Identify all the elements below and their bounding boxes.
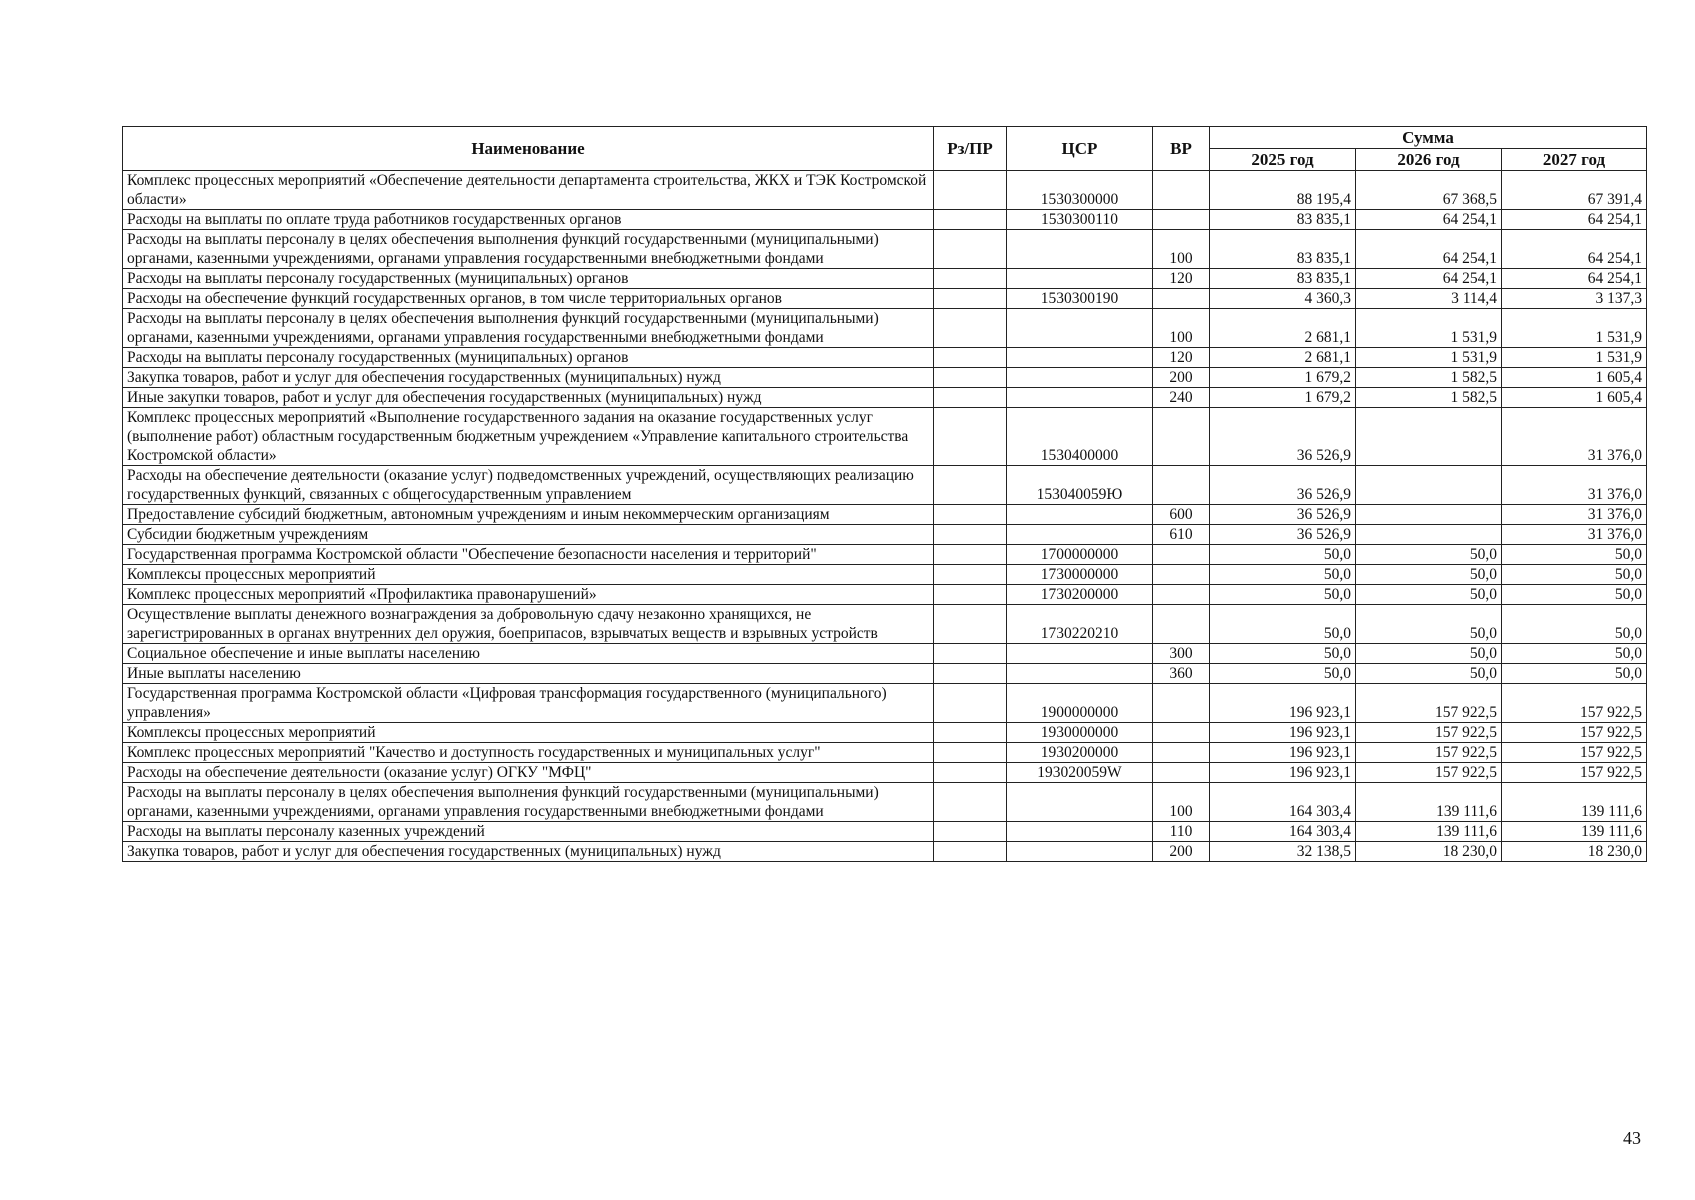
table-row xyxy=(123,644,1647,664)
cell-csr: 1930200000 xyxy=(1007,743,1153,763)
cell-name: Расходы на обеспечение деятельности (оказание услуг) ОГКУ "МФЦ" xyxy=(123,763,934,783)
cell-2025: 83 835,1 xyxy=(1210,230,1356,269)
cell-rzpr xyxy=(934,368,1007,388)
table-row xyxy=(123,763,1647,783)
table-header xyxy=(123,127,1647,171)
cell-csr: 1930000000 xyxy=(1007,723,1153,743)
table-row xyxy=(123,289,1647,309)
cell-csr xyxy=(1007,525,1153,545)
table-row xyxy=(123,269,1647,289)
cell-2027: 50,0 xyxy=(1502,585,1647,605)
cell-csr xyxy=(1007,783,1153,822)
cell-2026: 157 922,5 xyxy=(1356,684,1502,723)
page-number: 43 xyxy=(1623,1128,1641,1148)
cell-2025: 32 138,5 xyxy=(1210,842,1356,862)
cell-vr: 600 xyxy=(1153,505,1210,525)
cell-name: Закупка товаров, работ и услуг для обеспечения государственных (муниципальных) нужд xyxy=(123,368,934,388)
table-row xyxy=(123,505,1647,525)
cell-name: Расходы на выплаты персоналу казенных учреждений xyxy=(123,822,934,842)
cell-2025: 2 681,1 xyxy=(1210,309,1356,348)
cell-name: Комплекс процессных мероприятий "Качество и доступность государственных и муниципальных услуг" xyxy=(123,743,934,763)
budget-table xyxy=(122,126,1647,862)
cell-2027: 157 922,5 xyxy=(1502,684,1647,723)
cell-2026 xyxy=(1356,505,1502,525)
cell-vr xyxy=(1153,585,1210,605)
cell-2025: 83 835,1 xyxy=(1210,210,1356,230)
cell-rzpr xyxy=(934,525,1007,545)
cell-name: Расходы на обеспечение деятельности (оказание услуг) подведомственных учреждений, осуществляющих реализацию государственных функций, связанных с общегосударственным управлением xyxy=(123,466,934,505)
cell-2026: 50,0 xyxy=(1356,585,1502,605)
cell-csr: 1530400000 xyxy=(1007,408,1153,466)
cell-rzpr xyxy=(934,388,1007,408)
cell-csr: 1530300110 xyxy=(1007,210,1153,230)
cell-2026: 18 230,0 xyxy=(1356,842,1502,862)
header-year-2026: 2026 год xyxy=(1356,149,1502,171)
cell-2026: 1 531,9 xyxy=(1356,348,1502,368)
cell-name: Расходы на выплаты персоналу в целях обеспечения выполнения функций государственными (муниципальными) органами, казенными учреждениями, органами управления государственными внебюджетными фондами xyxy=(123,783,934,822)
cell-rzpr xyxy=(934,348,1007,368)
cell-rzpr xyxy=(934,763,1007,783)
cell-csr: 1730000000 xyxy=(1007,565,1153,585)
cell-csr: 1530300000 xyxy=(1007,171,1153,210)
table-row xyxy=(123,545,1647,565)
table-row xyxy=(123,525,1647,545)
cell-2027: 3 137,3 xyxy=(1502,289,1647,309)
cell-2025: 1 679,2 xyxy=(1210,388,1356,408)
cell-vr xyxy=(1153,466,1210,505)
cell-name: Комплекс процессных мероприятий «Профилактика правонарушений» xyxy=(123,585,934,605)
header-csr: ЦСР xyxy=(1007,127,1153,171)
cell-name: Комплексы процессных мероприятий xyxy=(123,565,934,585)
cell-2025: 50,0 xyxy=(1210,664,1356,684)
cell-rzpr xyxy=(934,565,1007,585)
table-row xyxy=(123,368,1647,388)
table-row xyxy=(123,605,1647,644)
cell-2027: 18 230,0 xyxy=(1502,842,1647,862)
cell-name: Расходы на выплаты персоналу государственных (муниципальных) органов xyxy=(123,269,934,289)
cell-csr: 1700000000 xyxy=(1007,545,1153,565)
cell-vr: 100 xyxy=(1153,309,1210,348)
cell-vr: 240 xyxy=(1153,388,1210,408)
cell-2025: 1 679,2 xyxy=(1210,368,1356,388)
cell-2027: 157 922,5 xyxy=(1502,723,1647,743)
table-row xyxy=(123,585,1647,605)
cell-rzpr xyxy=(934,505,1007,525)
cell-csr xyxy=(1007,368,1153,388)
cell-vr: 200 xyxy=(1153,368,1210,388)
cell-csr: 1530300190 xyxy=(1007,289,1153,309)
cell-2027: 64 254,1 xyxy=(1502,210,1647,230)
cell-rzpr xyxy=(934,743,1007,763)
cell-vr xyxy=(1153,684,1210,723)
header-sum: Сумма xyxy=(1210,127,1647,149)
table-row xyxy=(123,230,1647,269)
cell-2026: 64 254,1 xyxy=(1356,269,1502,289)
cell-rzpr xyxy=(934,408,1007,466)
table-row xyxy=(123,348,1647,368)
cell-2025: 36 526,9 xyxy=(1210,466,1356,505)
cell-csr: 1730200000 xyxy=(1007,585,1153,605)
table-row xyxy=(123,822,1647,842)
cell-vr: 610 xyxy=(1153,525,1210,545)
table-row xyxy=(123,309,1647,348)
cell-2025: 50,0 xyxy=(1210,605,1356,644)
cell-2026 xyxy=(1356,525,1502,545)
cell-rzpr xyxy=(934,545,1007,565)
cell-rzpr xyxy=(934,230,1007,269)
cell-csr xyxy=(1007,388,1153,408)
cell-2025: 88 195,4 xyxy=(1210,171,1356,210)
cell-rzpr xyxy=(934,644,1007,664)
cell-2025: 196 923,1 xyxy=(1210,684,1356,723)
cell-2025: 2 681,1 xyxy=(1210,348,1356,368)
cell-2026: 3 114,4 xyxy=(1356,289,1502,309)
cell-vr xyxy=(1153,289,1210,309)
cell-rzpr xyxy=(934,309,1007,348)
cell-csr xyxy=(1007,644,1153,664)
cell-name: Расходы на обеспечение функций государственных органов, в том числе территориальных органов xyxy=(123,289,934,309)
header-rzpr: Рз/ПР xyxy=(934,127,1007,171)
cell-csr: 193020059W xyxy=(1007,763,1153,783)
cell-rzpr xyxy=(934,842,1007,862)
cell-csr: 153040059Ю xyxy=(1007,466,1153,505)
cell-csr xyxy=(1007,842,1153,862)
cell-2027: 1 531,9 xyxy=(1502,309,1647,348)
cell-2026: 1 531,9 xyxy=(1356,309,1502,348)
cell-2026: 64 254,1 xyxy=(1356,210,1502,230)
cell-rzpr xyxy=(934,822,1007,842)
cell-name: Закупка товаров, работ и услуг для обеспечения государственных (муниципальных) нужд xyxy=(123,842,934,862)
cell-2027: 1 605,4 xyxy=(1502,368,1647,388)
cell-2026: 1 582,5 xyxy=(1356,388,1502,408)
cell-csr: 1730220210 xyxy=(1007,605,1153,644)
cell-name: Комплекс процессных мероприятий «Обеспечение деятельности департамента строительства, ЖКХ и ТЭК Костромской области» xyxy=(123,171,934,210)
cell-2026: 50,0 xyxy=(1356,545,1502,565)
cell-2027: 64 254,1 xyxy=(1502,230,1647,269)
cell-2027: 31 376,0 xyxy=(1502,505,1647,525)
cell-2027: 31 376,0 xyxy=(1502,525,1647,545)
cell-2026: 50,0 xyxy=(1356,644,1502,664)
cell-rzpr xyxy=(934,466,1007,505)
table-row xyxy=(123,783,1647,822)
cell-2025: 36 526,9 xyxy=(1210,525,1356,545)
cell-2025: 36 526,9 xyxy=(1210,505,1356,525)
table-row xyxy=(123,723,1647,743)
cell-csr xyxy=(1007,230,1153,269)
cell-vr: 100 xyxy=(1153,230,1210,269)
cell-2025: 4 360,3 xyxy=(1210,289,1356,309)
cell-2025: 83 835,1 xyxy=(1210,269,1356,289)
cell-rzpr xyxy=(934,210,1007,230)
cell-2026: 139 111,6 xyxy=(1356,822,1502,842)
cell-vr: 100 xyxy=(1153,783,1210,822)
cell-2025: 50,0 xyxy=(1210,545,1356,565)
cell-vr xyxy=(1153,763,1210,783)
cell-name: Комплекс процессных мероприятий «Выполнение государственного задания на оказание государственных услуг (выполнение работ) областным государственным бюджетным учреждением «Управление капитального строительства Костромской области» xyxy=(123,408,934,466)
cell-name: Расходы на выплаты персоналу в целях обеспечения выполнения функций государственными (муниципальными) органами, казенными учреждениями, органами управления государственными внебюджетными фондами xyxy=(123,230,934,269)
cell-2027: 139 111,6 xyxy=(1502,822,1647,842)
cell-2026: 50,0 xyxy=(1356,605,1502,644)
cell-vr: 120 xyxy=(1153,269,1210,289)
cell-2026 xyxy=(1356,466,1502,505)
cell-csr xyxy=(1007,664,1153,684)
cell-rzpr xyxy=(934,171,1007,210)
cell-2026: 50,0 xyxy=(1356,664,1502,684)
cell-rzpr xyxy=(934,585,1007,605)
table-row xyxy=(123,565,1647,585)
cell-rzpr xyxy=(934,664,1007,684)
cell-csr xyxy=(1007,505,1153,525)
cell-2026: 157 922,5 xyxy=(1356,743,1502,763)
cell-rzpr xyxy=(934,684,1007,723)
cell-2026: 67 368,5 xyxy=(1356,171,1502,210)
cell-vr xyxy=(1153,723,1210,743)
cell-csr: 1900000000 xyxy=(1007,684,1153,723)
cell-2027: 50,0 xyxy=(1502,644,1647,664)
cell-name: Расходы на выплаты по оплате труда работников государственных органов xyxy=(123,210,934,230)
cell-2027: 50,0 xyxy=(1502,565,1647,585)
cell-vr xyxy=(1153,545,1210,565)
table-body xyxy=(123,171,1647,862)
cell-rzpr xyxy=(934,723,1007,743)
cell-2026: 157 922,5 xyxy=(1356,723,1502,743)
cell-name: Расходы на выплаты персоналу государственных (муниципальных) органов xyxy=(123,348,934,368)
table-row xyxy=(123,842,1647,862)
table-row xyxy=(123,210,1647,230)
cell-rzpr xyxy=(934,289,1007,309)
cell-2026: 64 254,1 xyxy=(1356,230,1502,269)
cell-csr xyxy=(1007,269,1153,289)
cell-csr xyxy=(1007,822,1153,842)
cell-vr: 120 xyxy=(1153,348,1210,368)
cell-2025: 50,0 xyxy=(1210,585,1356,605)
cell-2025: 196 923,1 xyxy=(1210,723,1356,743)
cell-2025: 50,0 xyxy=(1210,644,1356,664)
cell-2027: 50,0 xyxy=(1502,664,1647,684)
cell-name: Иные выплаты населению xyxy=(123,664,934,684)
cell-vr: 300 xyxy=(1153,644,1210,664)
cell-vr xyxy=(1153,743,1210,763)
cell-name: Субсидии бюджетным учреждениям xyxy=(123,525,934,545)
cell-2026: 50,0 xyxy=(1356,565,1502,585)
cell-2025: 196 923,1 xyxy=(1210,743,1356,763)
cell-rzpr xyxy=(934,605,1007,644)
cell-name: Иные закупки товаров, работ и услуг для обеспечения государственных (муниципальных) нужд xyxy=(123,388,934,408)
cell-vr: 360 xyxy=(1153,664,1210,684)
cell-vr xyxy=(1153,565,1210,585)
cell-vr: 110 xyxy=(1153,822,1210,842)
cell-csr xyxy=(1007,309,1153,348)
table-row xyxy=(123,664,1647,684)
header-year-2027: 2027 год xyxy=(1502,149,1647,171)
header-name: Наименование xyxy=(123,127,934,171)
cell-2025: 36 526,9 xyxy=(1210,408,1356,466)
cell-rzpr xyxy=(934,269,1007,289)
cell-2027: 50,0 xyxy=(1502,545,1647,565)
cell-vr xyxy=(1153,605,1210,644)
table-row xyxy=(123,466,1647,505)
header-year-2025: 2025 год xyxy=(1210,149,1356,171)
cell-rzpr xyxy=(934,783,1007,822)
table-row xyxy=(123,408,1647,466)
cell-vr xyxy=(1153,408,1210,466)
cell-2025: 164 303,4 xyxy=(1210,822,1356,842)
cell-vr xyxy=(1153,171,1210,210)
cell-csr xyxy=(1007,348,1153,368)
cell-2025: 196 923,1 xyxy=(1210,763,1356,783)
cell-name: Государственная программа Костромской области "Обеспечение безопасности населения и территорий" xyxy=(123,545,934,565)
cell-2027: 31 376,0 xyxy=(1502,408,1647,466)
cell-2027: 1 531,9 xyxy=(1502,348,1647,368)
cell-2027: 64 254,1 xyxy=(1502,269,1647,289)
table-row xyxy=(123,684,1647,723)
cell-2026: 157 922,5 xyxy=(1356,763,1502,783)
cell-2026: 139 111,6 xyxy=(1356,783,1502,822)
cell-2027: 139 111,6 xyxy=(1502,783,1647,822)
cell-name: Расходы на выплаты персоналу в целях обеспечения выполнения функций государственными (муниципальными) органами, казенными учреждениями, органами управления государственными внебюджетными фондами xyxy=(123,309,934,348)
cell-2027: 67 391,4 xyxy=(1502,171,1647,210)
cell-vr xyxy=(1153,210,1210,230)
cell-2027: 1 605,4 xyxy=(1502,388,1647,408)
table-row xyxy=(123,743,1647,763)
cell-2027: 157 922,5 xyxy=(1502,763,1647,783)
cell-name: Государственная программа Костромской области «Цифровая трансформация государственного (муниципального) управления» xyxy=(123,684,934,723)
cell-2027: 31 376,0 xyxy=(1502,466,1647,505)
table-row xyxy=(123,171,1647,210)
cell-2027: 157 922,5 xyxy=(1502,743,1647,763)
cell-2026: 1 582,5 xyxy=(1356,368,1502,388)
cell-2025: 50,0 xyxy=(1210,565,1356,585)
cell-2026 xyxy=(1356,408,1502,466)
cell-name: Предоставление субсидий бюджетным, автономным учреждениям и иным некоммерческим организациям xyxy=(123,505,934,525)
cell-name: Комплексы процессных мероприятий xyxy=(123,723,934,743)
cell-2025: 164 303,4 xyxy=(1210,783,1356,822)
cell-vr: 200 xyxy=(1153,842,1210,862)
table-row xyxy=(123,388,1647,408)
header-vr: ВР xyxy=(1153,127,1210,171)
cell-name: Социальное обеспечение и иные выплаты населению xyxy=(123,644,934,664)
cell-name: Осуществление выплаты денежного вознаграждения за добровольную сдачу незаконно хранящихся, не зарегистрированных в органах внутренних дел оружия, боеприпасов, взрывчатых веществ и взрывных устройств xyxy=(123,605,934,644)
cell-2027: 50,0 xyxy=(1502,605,1647,644)
